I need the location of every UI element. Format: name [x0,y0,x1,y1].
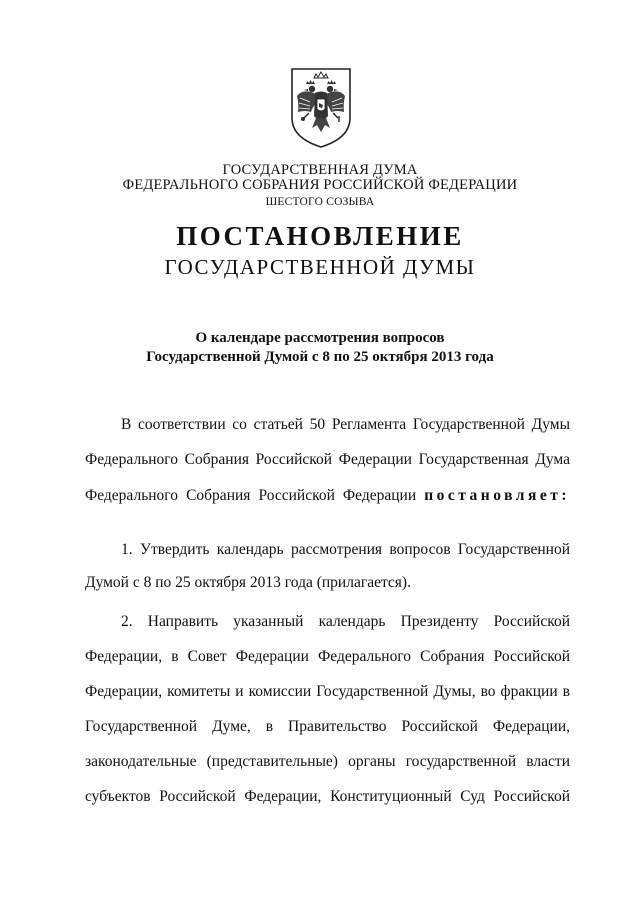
document-issuer-title: ГОСУДАРСТВЕННОЙ ДУМЫ [164,255,476,279]
item-2-line-3: Федерации, комитеты и комиссии Государственной Думы, во фракции в [85,683,570,700]
item-2-line-2: Федерации, в Совет Федерации Федерального Собрания Российской [85,648,570,665]
preamble-line-2: Федерального Собрания Российской Федерации Государственная Дума [85,451,570,468]
org-name-line-2: ФЕДЕРАЛЬНОГО СОБРАНИЯ РОССИЙСКОЙ ФЕДЕРАЦИИ [122,177,518,193]
convocation-label: ШЕСТОГО СОЗЫВА [265,196,375,208]
coat-of-arms-emblem [289,66,353,150]
item-2-line-4: Государственной Думе, в Правительство Российской Федерации, [85,718,570,735]
document-type-title: ПОСТАНОВЛЕНИЕ [176,221,464,251]
item-2-line-6: субъектов Российской Федерации, Конституционный Суд Российской [85,788,570,805]
subject-line-2: Государственной Думой с 8 по 25 октября 2013 года [146,349,494,365]
preamble-line-3 [85,487,570,505]
org-name-line-1: ГОСУДАРСТВЕННАЯ ДУМА [222,162,418,178]
preamble-line-3-text: Федерального Собрания Российской Федерации [85,487,417,504]
preamble-line-1: В соответствии со статьей 50 Регламента Государственной Думы [121,416,570,433]
item-2-line-5: законодательные (представительные) органы государственной власти [85,753,570,770]
item-1-line-1: 1. Утвердить календарь рассмотрения вопросов Государственной [121,541,570,558]
subject-line-1: О календаре рассмотрения вопросов [195,330,445,346]
decree-word: постановляет: [424,487,570,504]
item-1-line-2: Думой с 8 по 25 октября 2013 года (прилагается). [85,574,411,591]
item-2-line-1: 2. Направить указанный календарь Президенту Российской [121,613,570,630]
